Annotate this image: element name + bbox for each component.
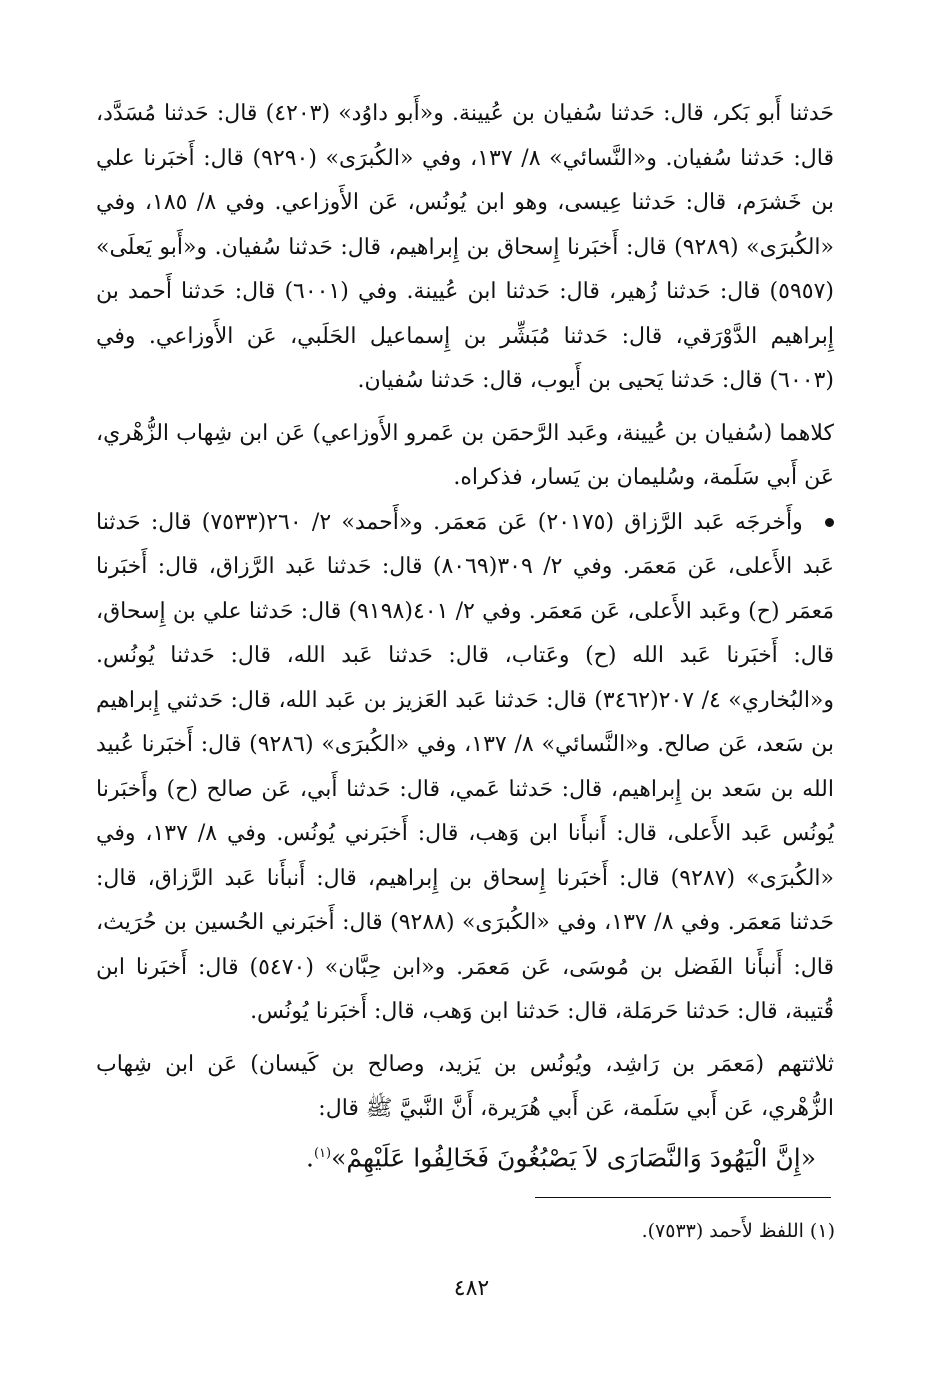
text-line: (٥٩٥٧) قال: حَدثنا زُهير، قال: حَدثنا ابن عُيينة. وفي (٦٠٠١) قال: حَدثنا أَحمد بن xyxy=(96,279,834,304)
text-line: حَدثنا عَبد الأَعلى، عَن مَعمَر. وفي ٢/ ٣٠٩(٨٠٦٩) قال: حَدثنا عَبد الرَّزاق، قال: أَخبَرنا xyxy=(96,509,834,579)
text-line: حَدثنا ابن وَهب، قال: أَخبَرنا يُونُس. xyxy=(250,999,561,1024)
bullet-icon xyxy=(825,518,834,527)
paragraph-4 xyxy=(96,1043,834,1132)
paragraph-gap xyxy=(96,1035,834,1043)
paragraph-1 xyxy=(96,92,834,404)
text-line: مَعمَر (ح) وعَبد الأَعلى، عَن مَعمَر. وفي ٢/ ٤٠١(٩١٩٨) قال: حَدثنا علي بن إِسحاق، xyxy=(96,598,835,624)
footnote: (١) اللفظ لأَحمد (٧٥٣٣). xyxy=(641,1220,835,1242)
text-line: وفي «الكُبرَى» (٩٢٨٨) قال: أَخبَرني الحُسين بن حُرَيث، قال: أَنبأَنا الفَضل بن مُوسَى، xyxy=(96,910,834,980)
text-line: قال: حَدثنا سُفيان. و«النَّسائي» ٨/ ١٣٧، وفي «الكُبرَى» (٩٢٩٠) قال: أَخبَرنا علي بن xyxy=(96,145,835,215)
hadith-text: «إِنَّ الْيَهُودَ وَالنَّصَارَى لاَ يَصْبُغُونَ فَخَالِفُوا عَلَيْهِمْ» xyxy=(331,1142,816,1172)
text-line: قال: أَخبَرنا عَبد الله (ح) وعَتاب، قال: حَدثنا عَبد الله، قال: حَدثنا يُونُس. و«البُخاري» xyxy=(96,643,835,713)
page-number: ٤٨٢ xyxy=(453,1276,490,1301)
text-line: الزُّهْري، عَن أَبي سَلَمة، عَن أَبي هُرَيرة، أَنَّ النَّبيَّ ﷺ قال: xyxy=(318,1096,834,1121)
paragraph-2 xyxy=(96,412,834,501)
text-line: أَخبَرنا إِسحاق بن إِبراهيم، قال: أَنبأَنا عَبد الرَّزاق، قال: حَدثنا مَعمَر. وفي ٨/ ١٣٧، xyxy=(96,865,834,935)
text-line: وأَخرجَه عَبد الرَّزاق (٢٠١٧٥) عَن مَعمَر. و«أَحمد» ٢/ ٢٦٠(٧٥٣٣) قال: xyxy=(150,509,803,535)
hadith-end: . xyxy=(306,1142,314,1172)
text-line: كلاهما (سُفيان بن عُيينة، وعَبد الرَّحمَن بن عَمرو الأَوزاعي) عَن ابن شِهاب xyxy=(176,420,834,446)
text-line: ثلاثتهم (مَعمَر بن رَاشِد، ويُونُس بن يَزيد، وصالح بن كَيسان) عَن ابن شِهاب xyxy=(96,1051,834,1077)
paragraph-3 xyxy=(96,501,834,1035)
text-line: عَن مَعمَر. و«ابن حِبَّان» (٥٤٧٠) قال: أَخبَرنا ابن قُتيبة، قال: حَدثنا حَرمَلة، قال: xyxy=(96,954,834,1024)
text-line: قال: أَنبأَنا ابن وَهب، قال: أَخبَرني يُونُس. وفي ٨/ ١٣٧، وفي «الكُبرَى» (٩٢٨٧) قال: xyxy=(96,821,835,891)
text-line: خَشرَم، قال: حَدثنا عِيسى، وهو ابن يُونُس، عَن الأَوزاعي. وفي ٨/ ١٨٥، وفي xyxy=(96,190,802,215)
text-line: قال: حَدثنا يَحيى بن أَيوب، قال: حَدثنا سُفيان. xyxy=(357,368,763,393)
footnote-divider xyxy=(535,1197,831,1198)
text-line: الزُّهْري، عَن أَبي سَلَمة، وسُليمان بن يَسار، فذكراه. xyxy=(96,420,834,490)
text-line: حَدثنا أَبو بَكر، قال: حَدثنا سُفيان بن عُيينة. و«أَبو داوُد» (٤٢٠٣) قال: حَدثنا مُسَدَّد، xyxy=(96,101,834,126)
text-line: صالح. و«النَّسائي» ٨/ ١٣٧، وفي «الكُبرَى» (٩٢٨٦) قال: أَخبَرنا عُبيد الله بن سَعد بن xyxy=(96,732,834,802)
footnote-ref[interactable]: (١) xyxy=(313,1145,332,1161)
page-body xyxy=(96,92,834,1180)
text-line: إِبراهيم، قال: حَدثنا عَمي، قال: حَدثنا أَبي، عَن صالح (ح) وأَخبَرنا يُونُس عَبد الأَعلى، xyxy=(96,776,835,846)
text-line: «الكُبرَى» (٩٢٨٩) قال: أَخبَرنا إِسحاق بن إِبراهيم، قال: حَدثنا سُفيان. و«أَبو يَعلَى» xyxy=(96,234,834,260)
text-line: ٤/ ٢٠٧(٣٤٦٢) قال: حَدثنا عَبد العَزيز بن عَبد الله، قال: حَدثني إِبراهيم بن سَعد، عَن xyxy=(96,687,834,757)
text-line: إِبراهيم الدَّوْرَقي، قال: حَدثنا مُبَشِّر بن إِسماعيل الحَلَبي، عَن الأَوزاعي. وفي (٦٠٠٣) xyxy=(96,323,834,393)
paragraph-gap xyxy=(96,404,834,412)
hadith-quote xyxy=(96,1132,834,1180)
